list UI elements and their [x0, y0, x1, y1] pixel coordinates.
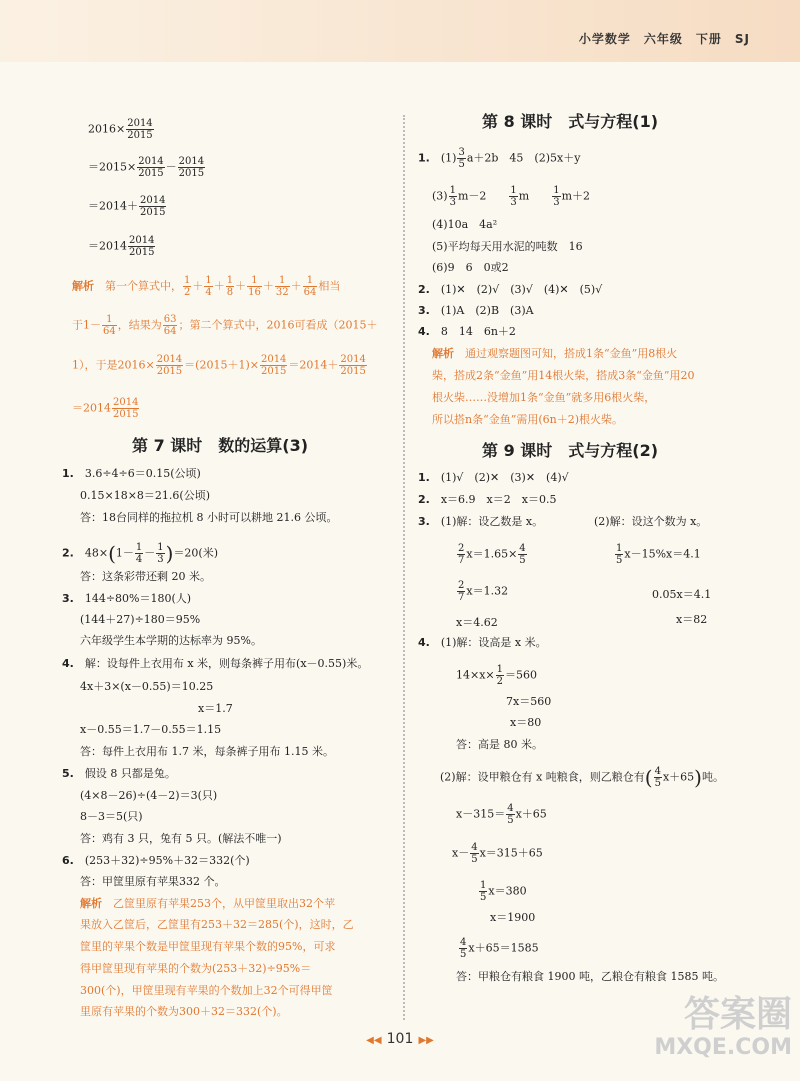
s7-q4-answer: 答：每件上衣用布 1.7 米，每条裤子用布 1.15 米。: [80, 745, 334, 758]
section-8-title: 第 8 课时 式与方程(1): [482, 112, 659, 131]
fraction: $\frac{2014}{2015}$: [127, 118, 153, 141]
s8-analysis-line-4: 所以搭n条“金鱼”需用(6n＋2)根火柴。: [432, 413, 623, 426]
s8-q1-line-4: (5)平均每天用水泥的吨数 16: [432, 240, 583, 253]
page-header: [0, 0, 800, 62]
s9-q1: 1. (1)√ (2)✕ (3)✕ (4)√: [418, 471, 569, 484]
s9-q4-eq-5: x－ $\frac{4}{5}$ x＝315＋65: [452, 842, 543, 865]
s8-q1-line-3: (4)10a 4a²: [432, 218, 498, 231]
s8-q4: 4. 8 14 6n＋2: [418, 325, 516, 338]
s8-q1-line-2: (3) $\frac{1}{3}$ m－2 $\frac{1}{3}$ m $\frac{1}{3}$ m＋2: [432, 185, 591, 208]
section-9-title: 第 9 课时 式与方程(2): [482, 441, 659, 460]
s7-analysis-line-4: 得甲筐里现有苹果的个数为(253＋32)÷95%＝: [80, 962, 312, 975]
s9-q3-eq-3a: x＝4.62: [456, 616, 498, 629]
s8-q3: 3. (1)A (2)B (3)A: [418, 304, 534, 317]
analysis-line-4: ＝2014 $\frac{2014}{2015}$: [72, 397, 139, 420]
s7-q1-line-1: 1. 3.6÷4÷6＝0.15(公顷): [62, 467, 201, 480]
s9-q4-eq-8: $\frac{4}{5}$ x＋65＝1585: [460, 937, 539, 960]
s9-q4-eq-3: x＝80: [510, 716, 542, 729]
calc-line-1: 2016× $\frac{2014}{2015}$: [88, 118, 153, 141]
s7-q6-answer: 答：甲筐里原有苹果332 个。: [80, 875, 226, 888]
s7-q4-line-1: 4. 解：设每件上衣用布 x 米，则每条裤子用布(x－0.55)米。: [62, 657, 369, 670]
s9-q3-line-1: 3. (1)解：设乙数是 x。: [418, 515, 544, 528]
s7-q6-line-1: 6. (253＋32)÷95%＋32＝332(个): [62, 854, 250, 867]
s9-q3-eq-1b: $\frac{1}{5}$ x－15%x＝4.1: [616, 543, 701, 566]
header-title: 小学数学 六年级 下册 SJ: [578, 32, 750, 46]
s9-q3-eq-3b: x＝82: [676, 613, 708, 626]
analysis-line-2: 于1－ $\frac{1}{64}$ ，结果为 $\frac{63}{64}$ ；第二个算式中，2016可看成（2015＋: [72, 314, 378, 337]
s7-analysis-line-5: 300(个)，甲筐里现有苹果的个数加上32个可得甲筐: [80, 984, 333, 997]
section-7-title: 第 7 课时 数的运算(3): [132, 436, 309, 455]
s7-q5-line-2: (4×8－26)÷(4－2)＝3(只): [80, 789, 218, 802]
calc-line-2: ＝2015× $\frac{2014}{2015}$ － $\frac{2014}{2015}$: [88, 156, 205, 179]
s7-q3-line-1: 3. 144÷80%＝180(人): [62, 592, 192, 605]
watermark-url: MXQE.COM: [654, 1035, 792, 1060]
s8-analysis-line-1: 解析 通过观察题图可知，搭成1条“金鱼”用8根火: [432, 347, 678, 360]
s9-q4-eq-1: 14×x× $\frac{1}{2}$ ＝560: [456, 664, 538, 687]
s7-q3-answer: 六年级学生本学期的达标率为 95%。: [80, 634, 262, 647]
prev-arrows-icon: ◀◀: [366, 1035, 382, 1046]
s7-analysis-line-6: 里原有苹果的个数为300＋32＝332(个)。: [80, 1005, 288, 1018]
fraction: $\frac{2014}{2015}$: [140, 195, 166, 218]
watermark-logo: 答案圈: [683, 994, 792, 1035]
s7-q3-line-2: (144＋27)÷180＝95%: [80, 613, 201, 626]
s9-q4-eq-7: x＝1900: [490, 911, 536, 924]
s7-q5-line-3: 8－3＝5(只): [80, 810, 143, 823]
fraction: $\frac{2014}{2015}$: [178, 156, 205, 179]
s8-q1-line-1: 1. (1) $\frac{3}{5}$ a＋2b 45 (2)5x＋y: [418, 147, 581, 170]
watermark: [654, 995, 792, 1061]
s9-q4-eq-6: $\frac{1}{5}$ x＝380: [480, 880, 527, 903]
s9-q4-eq-2: 7x＝560: [506, 695, 552, 708]
s9-q4-answer-2: 答：甲粮仓有粮食 1900 吨，乙粮仓有粮食 1585 吨。: [456, 970, 724, 983]
s7-q2-answer: 答：这条彩带还剩 20 米。: [80, 570, 211, 583]
calc-line-4: ＝2014 $\frac{2014}{2015}$: [88, 235, 155, 258]
s7-q4-line-2: 4x＋3×(x－0.55)＝10.25: [80, 680, 214, 693]
s8-q1-line-5: (6)9 6 0或2: [432, 261, 509, 274]
s7-analysis-line-2: 果放入乙筐后，乙筐里有253＋32＝285(个)，这时，乙: [80, 918, 354, 931]
s9-q3-line-1b: (2)解：设这个数为 x。: [594, 515, 708, 528]
s8-analysis-line-2: 柴，搭成2条“金鱼”用14根火柴，搭成3条“金鱼”用20: [432, 369, 695, 382]
s9-q3-eq-2b: 0.05x＝4.1: [652, 588, 712, 601]
fraction: $\frac{2014}{2015}$: [129, 235, 155, 258]
s7-analysis-line-1: 解析 乙筐里原有苹果253个，从甲筐里取出32个苹: [80, 897, 335, 910]
s9-q3-eq-1a: $\frac{2}{7}$ x＝1.65× $\frac{4}{5}$: [458, 543, 526, 566]
s7-q2-line-1: 2. 48×(1－ $\frac{1}{4}$ － $\frac{1}{3}$ )＝20(米): [62, 541, 219, 566]
s8-analysis-line-3: 根火柴……没增加1条“金鱼”就多用6根火柴，: [432, 391, 656, 404]
s7-q5-answer: 答：鸡有 3 只，兔有 5 只。(解法不唯一): [80, 832, 282, 845]
s9-q4-line-1: 4. (1)解：设高是 x 米。: [418, 636, 547, 649]
page-number: 101: [386, 1031, 414, 1047]
s9-q3-eq-2a: $\frac{2}{7}$ x＝1.32: [458, 580, 509, 603]
s9-q4-eq-4: x－315＝ $\frac{4}{5}$ x＋65: [456, 803, 547, 826]
s8-q2: 2. (1)✕ (2)√ (3)√ (4)✕ (5)√: [418, 283, 603, 296]
s7-q4-line-3: x＝1.7: [198, 702, 233, 715]
s9-q4-line-2: (2)解：设甲粮仓有 x 吨粮食，则乙粮仓有( $\frac{4}{5}$ x＋65)吨。: [440, 765, 724, 790]
s7-q1-line-2: 0.15×18×8＝21.6(公顷): [80, 489, 210, 502]
fraction: $\frac{2014}{2015}$: [138, 156, 164, 179]
next-arrows-icon: ▶▶: [418, 1035, 434, 1046]
calc-line-3: ＝2014＋ $\frac{2014}{2015}$: [88, 195, 166, 218]
analysis-line-1: 解析 第一个算式中， $\frac{1}{2}$ ＋ $\frac{1}{4}$ ＋ $\frac{1}{8}$ ＋ $\frac{1}{16}$ ＋ $\frac{1}{32}$ ＋ $\frac{1}{64}$ 相当: [72, 275, 341, 298]
s7-q1-answer: 答：18台同样的拖拉机 8 小时可以耕地 21.6 公顷。: [80, 511, 338, 524]
s7-q4-line-4: x－0.55＝1.7－0.55＝1.15: [80, 723, 222, 736]
column-divider: [403, 115, 405, 1020]
s7-q5-line-1: 5. 假设 8 只都是兔。: [62, 767, 176, 780]
s7-analysis-line-3: 筐里的苹果个数是甲筐里现有苹果个数的95%，可求: [80, 940, 336, 953]
s9-q2: 2. x＝6.9 x＝2 x＝0.5: [418, 493, 557, 506]
analysis-line-3: 1），于是2016× $\frac{2014}{2015}$ ＝(2015＋1)× $\frac{2014}{2015}$ ＝2014＋ $\frac{2014}{2015}$: [72, 354, 366, 377]
s9-q4-answer-1: 答：高是 80 米。: [456, 738, 543, 751]
